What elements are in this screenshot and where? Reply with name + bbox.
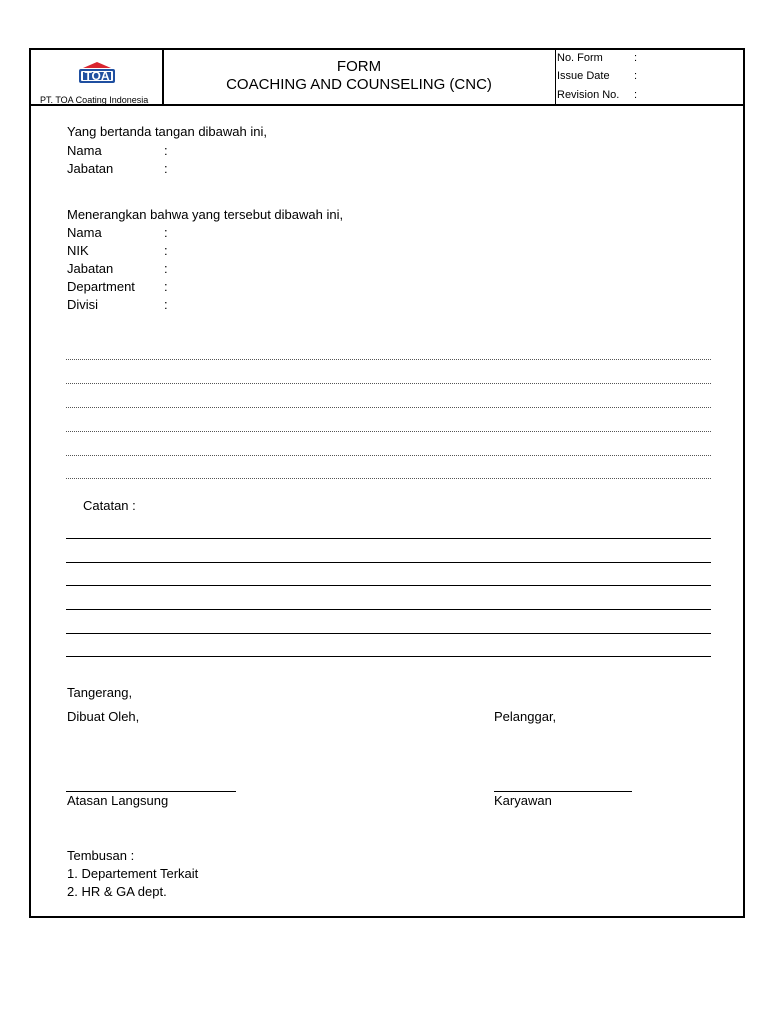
form-title-line2: COACHING AND COUNSELING (CNC): [226, 76, 492, 93]
signature-place: Tangerang,: [67, 685, 133, 700]
meta-label-no-form: No. Form: [557, 52, 603, 64]
notes-label: Catatan :: [83, 498, 136, 513]
signature-made-by: Dibuat Oleh,: [67, 709, 140, 724]
signature-customer: Pelanggar,: [494, 709, 557, 724]
notes-line[interactable]: [66, 562, 711, 563]
subject-label-divisi: Divisi: [67, 297, 99, 312]
subject-colon-nama: :: [164, 225, 168, 240]
cc-label: Tembusan :: [67, 848, 135, 863]
signature-line-left[interactable]: [66, 791, 236, 792]
signature-line-right[interactable]: [494, 791, 632, 792]
company-name: PT. TOA Coating Indonesia: [40, 95, 149, 105]
subject-colon-department: :: [164, 279, 168, 294]
subject-colon-jabatan: :: [164, 261, 168, 276]
writein-line[interactable]: [66, 478, 711, 479]
writein-line[interactable]: [66, 431, 711, 432]
writein-line[interactable]: [66, 359, 711, 360]
signer-colon-nama: :: [164, 143, 168, 158]
form-frame: [29, 48, 745, 918]
notes-line[interactable]: [66, 633, 711, 634]
signature-right-signer: Karyawan: [494, 793, 552, 808]
form-title-line1: FORM: [336, 58, 382, 75]
subject-colon-divisi: :: [164, 297, 168, 312]
cc-item: 2. HR & GA dept.: [67, 884, 167, 899]
writein-line[interactable]: [66, 407, 711, 408]
cc-item: 1. Departement Terkait: [67, 866, 199, 881]
toa-logo: [77, 60, 117, 86]
signer-label-nama: Nama: [67, 143, 102, 158]
signer-label-jabatan: Jabatan: [67, 161, 114, 176]
meta-value-revision: :: [634, 89, 638, 101]
subject-label-department: Department: [67, 279, 135, 294]
meta-value-issue-date: :: [634, 70, 638, 82]
subject-label-nama: Nama: [67, 225, 102, 240]
header-divider-right: [555, 48, 556, 105]
subject-intro: Menerangkan bahwa yang tersebut dibawah ini,: [67, 207, 344, 222]
meta-label-issue-date: Issue Date: [557, 70, 610, 82]
signer-colon-jabatan: :: [164, 161, 168, 176]
notes-line[interactable]: [66, 538, 711, 539]
signature-left-signer: Atasan Langsung: [67, 793, 169, 808]
subject-colon-nik: :: [164, 243, 168, 258]
meta-value-no-form: :: [634, 52, 638, 64]
logo-text: TOA: [84, 69, 110, 83]
meta-label-revision: Revision No.: [557, 89, 620, 101]
writein-line[interactable]: [66, 383, 711, 384]
signer-intro: Yang bertanda tangan dibawah ini,: [67, 124, 267, 139]
subject-label-nik: NIK: [67, 243, 89, 258]
writein-line[interactable]: [66, 455, 711, 456]
notes-line[interactable]: [66, 656, 711, 657]
notes-line[interactable]: [66, 609, 711, 610]
notes-line[interactable]: [66, 585, 711, 586]
subject-label-jabatan: Jabatan: [67, 261, 114, 276]
